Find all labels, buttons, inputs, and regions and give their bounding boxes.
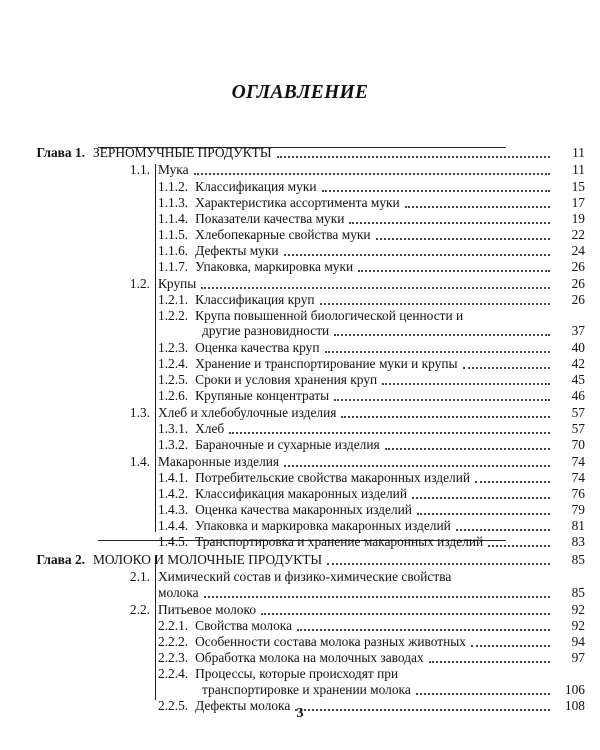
page-ref: 85 (571, 585, 585, 600)
dot-leader (261, 613, 550, 615)
dot-leader (334, 399, 550, 401)
page-ref: 83 (571, 534, 585, 549)
dot-leader (385, 448, 550, 450)
section-label: Питьевое молоко (158, 602, 257, 617)
dot-leader (349, 222, 550, 224)
page-ref: 22 (571, 227, 585, 242)
toc-section-1-4-4[interactable] (158, 519, 585, 533)
dot-leader (322, 190, 550, 192)
section-number: 1.3.1. (158, 421, 189, 436)
page-ref: 92 (571, 618, 585, 633)
dot-leader (405, 206, 550, 208)
toc-section-1-2-1[interactable] (158, 293, 585, 307)
page-ref: 81 (571, 518, 585, 533)
toc-chapter-1[interactable] (0, 146, 585, 160)
page-ref: 40 (571, 340, 585, 355)
chapter-number: Глава 2. (36, 552, 85, 567)
page-ref: 24 (571, 243, 585, 258)
page-ref: 17 (571, 195, 585, 210)
toc-section-1-4-3[interactable] (158, 503, 585, 517)
section-label: Свойства молока (195, 618, 293, 633)
toc-section-1-1-5[interactable] (158, 228, 585, 242)
section-label: Обработка молока на молочных заводах (195, 650, 424, 665)
section-number: 1.2.2. (158, 308, 189, 323)
page-ref: 11 (572, 162, 585, 177)
section-label: Транспортировка и хранение макаронных изделий (195, 534, 484, 549)
section-number: 1.1.7. (158, 259, 189, 274)
dot-leader (229, 432, 550, 434)
page-ref: 26 (571, 276, 585, 291)
section-number: 1.4.5. (158, 534, 189, 549)
section-number: 1.4.2. (158, 486, 189, 501)
section-number: 1.2.5. (158, 372, 189, 387)
section-label: Макаронные изделия (158, 454, 280, 469)
section-number: 1.1. (129, 162, 150, 177)
chapter-label: ЗЕРНОМУЧНЫЕ ПРОДУКТЫ (93, 145, 272, 160)
toc-section-2-1-first-line (118, 570, 451, 584)
toc-section-1-2-2-first-line (158, 309, 463, 323)
section-number: 2.2.2. (158, 634, 189, 649)
page-ref: 45 (571, 372, 585, 387)
section-number: 2.1. (129, 569, 150, 584)
dot-leader (463, 367, 550, 369)
section-number: 2.2.1. (158, 618, 189, 633)
dot-leader (429, 661, 550, 663)
toc-section-1-4[interactable] (118, 455, 585, 469)
page-ref: 92 (571, 602, 585, 617)
section-label: Характеристика ассортимента муки (195, 195, 400, 210)
dot-leader (417, 513, 550, 515)
section-label: Мука (158, 162, 189, 177)
dot-leader (284, 254, 550, 256)
page-ref: 108 (564, 698, 585, 713)
toc-section-1-4-2[interactable] (158, 487, 585, 501)
page-ref: 26 (571, 259, 585, 274)
section-number: 1.2.3. (158, 340, 189, 355)
section-number: 1.4.1. (158, 470, 189, 485)
section-number: 1.1.3. (158, 195, 189, 210)
section-number: 1.2. (129, 276, 150, 291)
toc-section-1-1-6[interactable] (158, 244, 585, 258)
section-label: Хранение и транспортирование муки и крупы (195, 356, 458, 371)
section-label: Крупяные концентраты (195, 388, 330, 403)
page-ref: 11 (572, 145, 585, 160)
chapter-number: Глава 1. (36, 145, 85, 160)
dot-leader (341, 416, 550, 418)
section-number: 1.2.1. (158, 292, 189, 307)
section-label: Хлеб (195, 421, 225, 436)
dot-leader (194, 173, 550, 175)
section-number: 1.1.6. (158, 243, 189, 258)
dot-leader (284, 465, 550, 467)
section-label: Дефекты муки (195, 243, 279, 258)
section-number: 2.2.5. (158, 698, 189, 713)
toc-section-1-1[interactable] (118, 163, 585, 177)
section-label: молока (158, 585, 199, 600)
page-ref: 57 (571, 405, 585, 420)
page-ref: 37 (571, 323, 585, 338)
toc-section-1-3-1[interactable] (158, 422, 585, 436)
section-label: Оценка качества макаронных изделий (195, 502, 412, 517)
toc-section-2-2-2[interactable] (158, 635, 585, 649)
section-label: Крупы (158, 276, 197, 291)
toc-section-1-1-7[interactable] (158, 260, 585, 274)
section-number: 1.1.2. (158, 179, 189, 194)
page-ref: 85 (571, 552, 585, 567)
dot-leader (320, 303, 550, 305)
dot-leader (334, 334, 550, 336)
toc-section-2-2[interactable] (118, 603, 585, 617)
dot-leader (201, 287, 550, 289)
section-label: другие разновидности (202, 323, 330, 338)
section-number: 2.2.3. (158, 650, 189, 665)
page-ref: 42 (571, 356, 585, 371)
section-label-line1: Процессы, которые происходят при (195, 666, 399, 681)
section-number: 1.1.4. (158, 211, 189, 226)
section-number: 2.2. (129, 602, 150, 617)
dot-leader (325, 351, 550, 353)
dot-leader (382, 383, 550, 385)
section-label: Упаковка и маркировка макаронных изделий (195, 518, 451, 533)
toc-section-1-3-2[interactable] (158, 438, 585, 452)
page-ref: 74 (571, 470, 585, 485)
page-ref: 79 (571, 502, 585, 517)
section-label: Сроки и условия хранения круп (195, 372, 378, 387)
section-label: Дефекты молока (195, 698, 291, 713)
toc-section-1-2-3[interactable] (158, 341, 585, 355)
toc-section-2-2-4-first-line (158, 667, 398, 681)
page-ref: 106 (564, 682, 585, 697)
chapter-label: МОЛОКО И МОЛОЧНЫЕ ПРОДУКТЫ (93, 552, 323, 567)
section-label: Показатели качества муки (195, 211, 345, 226)
section-label: Классификация круп (195, 292, 315, 307)
toc-section-1-2-5[interactable] (158, 373, 585, 387)
toc-section-1-1-2[interactable] (158, 180, 585, 194)
toc-section-1-2[interactable] (118, 277, 585, 291)
dot-leader (475, 481, 550, 483)
section-number: 1.2.4. (158, 356, 189, 371)
dot-leader (471, 645, 550, 647)
section-label: Оценка качества круп (195, 340, 320, 355)
dot-leader (327, 563, 550, 565)
section-label-line1: Крупа повышенной биологической ценности и (195, 308, 464, 323)
section-label: транспортировке и хранении молока (202, 682, 411, 697)
toc-section-1-2-2[interactable] (202, 324, 585, 338)
section-number: 1.3.2. (158, 437, 189, 452)
dot-leader (488, 545, 550, 547)
section-label: Классификация муки (195, 179, 317, 194)
dot-leader (297, 629, 550, 631)
section-label: Упаковка, маркировка муки (195, 259, 354, 274)
dot-leader (204, 596, 550, 598)
page-ref: 15 (571, 179, 585, 194)
page-ref: 76 (571, 486, 585, 501)
section-number: 1.4.4. (158, 518, 189, 533)
toc-section-1-3[interactable] (118, 406, 585, 420)
toc-section-2-2-4[interactable] (202, 683, 585, 697)
page-ref: 74 (571, 454, 585, 469)
toc-chapter-2[interactable] (0, 553, 585, 567)
dot-leader (416, 693, 550, 695)
section-number: 2.2.4. (158, 666, 189, 681)
toc-section-2-2-1[interactable] (158, 619, 585, 633)
section-label: Классификация макаронных изделий (195, 486, 407, 501)
toc-section-1-4-1[interactable] (158, 471, 585, 485)
page-title: ОГЛАВЛЕНИЕ (231, 82, 369, 103)
section-number: 1.2.6. (158, 388, 189, 403)
page-ref: 19 (571, 211, 585, 226)
toc-section-1-1-4[interactable] (158, 212, 585, 226)
dot-leader (412, 497, 550, 499)
section-label: Потребительские свойства макаронных изделий (195, 470, 471, 485)
dot-leader (358, 270, 550, 272)
page-ref: 97 (571, 650, 585, 665)
toc-section-1-2-6[interactable] (158, 389, 585, 403)
dot-leader (456, 529, 550, 531)
toc-section-2-1[interactable] (158, 586, 585, 600)
page-ref: 70 (571, 437, 585, 452)
page-number: 3 (296, 706, 304, 721)
section-number: 1.1.5. (158, 227, 189, 242)
section-label: Особенности состава молока разных животных (195, 634, 466, 649)
page-ref: 94 (571, 634, 585, 649)
section-number: 1.3. (129, 405, 150, 420)
dot-leader (277, 156, 551, 158)
toc-section-1-4-5[interactable] (158, 535, 585, 549)
toc-section-2-2-3[interactable] (158, 651, 585, 665)
section-label: Хлеб и хлебобулочные изделия (158, 405, 337, 420)
section-number: 1.4. (129, 454, 150, 469)
page-ref: 26 (571, 292, 585, 307)
toc-section-1-1-3[interactable] (158, 196, 585, 210)
page-ref: 46 (571, 388, 585, 403)
chapter1-vertical-rule (155, 164, 156, 532)
section-number: 1.4.3. (158, 502, 189, 517)
section-label: Бараночные и сухарные изделия (195, 437, 380, 452)
toc-section-1-2-4[interactable] (158, 357, 585, 371)
section-label-line1: Химический состав и физико-химические свойства (158, 569, 452, 584)
page-ref: 57 (571, 421, 585, 436)
dot-leader (376, 238, 550, 240)
section-label: Хлебопекарные свойства муки (195, 227, 371, 242)
